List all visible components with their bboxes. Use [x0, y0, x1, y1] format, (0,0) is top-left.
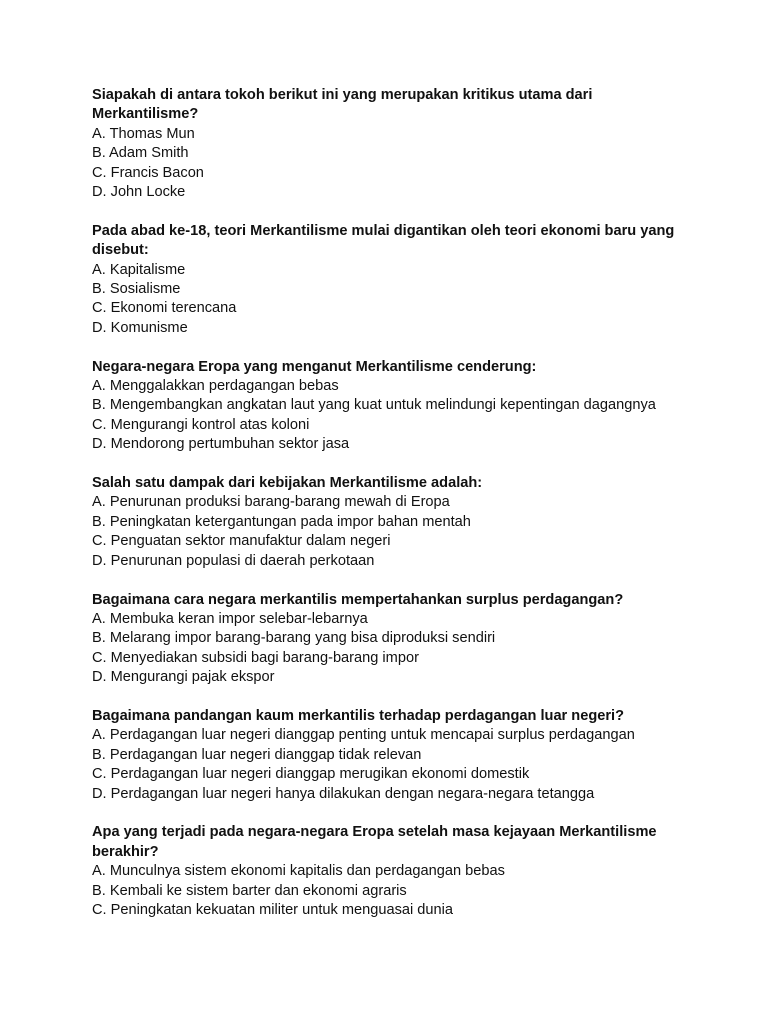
- question-text: Bagaimana cara negara merkantilis mempertahankan surplus perdagangan?: [92, 591, 624, 608]
- answer-option: C. Menyediakan subsidi bagi barang-barang impor: [92, 649, 419, 666]
- question-list: [92, 86, 692, 940]
- answer-option: C. Penguatan sektor manufaktur dalam negeri: [92, 533, 391, 550]
- answer-option: D. Mengurangi pajak ekspor: [92, 669, 275, 686]
- answer-option: A. Penurunan produksi barang-barang mewah di Eropa: [92, 494, 450, 511]
- answer-option: C. Francis Bacon: [92, 164, 204, 181]
- answer-option: D. Penurunan populasi di daerah perkotaan: [92, 552, 375, 569]
- question-text: Salah satu dampak dari kebijakan Merkantilisme adalah:: [92, 475, 483, 492]
- answer-option: B. Melarang impor barang-barang yang bisa diproduksi sendiri: [92, 630, 496, 647]
- answer-option: B. Perdagangan luar negeri dianggap tidak relevan: [92, 746, 422, 763]
- answer-option: B. Mengembangkan angkatan laut yang kuat untuk melindungi kepentingan dagangnya: [92, 397, 656, 414]
- answer-option: D. Komunisme: [92, 319, 188, 336]
- answer-options: [92, 493, 692, 571]
- answer-option: B. Kembali ke sistem barter dan ekonomi agraris: [92, 882, 407, 899]
- answer-option: A. Membuka keran impor selebar-lebarnya: [92, 610, 368, 627]
- answer-option: B. Adam Smith: [92, 145, 189, 162]
- answer-option: A. Menggalakkan perdagangan bebas: [92, 378, 339, 395]
- question-3: [92, 358, 692, 455]
- answer-option: D. John Locke: [92, 184, 186, 201]
- question-2: [92, 222, 692, 338]
- question-7: [92, 823, 692, 920]
- answer-option: A. Thomas Mun: [92, 125, 195, 142]
- question-text: Bagaimana pandangan kaum merkantilis terhadap perdagangan luar negeri?: [92, 707, 625, 724]
- answer-option: C. Ekonomi terencana: [92, 300, 237, 317]
- question-5: [92, 591, 692, 688]
- answer-option: D. Perdagangan luar negeri hanya dilakukan dengan negara-negara tetangga: [92, 785, 595, 802]
- question-text: Siapakah di antara tokoh berikut ini yang merupakan kritikus utama dari Merkantilisme?: [92, 87, 593, 123]
- question-text: Negara-negara Eropa yang menganut Merkantilisme cenderung:: [92, 358, 537, 375]
- question-4: [92, 474, 692, 571]
- answer-option: B. Peningkatan ketergantungan pada impor bahan mentah: [92, 513, 471, 530]
- answer-options: [92, 862, 692, 920]
- answer-options: [92, 610, 692, 688]
- question-6: [92, 707, 692, 804]
- answer-option: B. Sosialisme: [92, 281, 181, 298]
- question-text: Apa yang terjadi pada negara-negara Eropa setelah masa kejayaan Merkantilisme berakhir?: [92, 824, 657, 860]
- answer-option: C. Perdagangan luar negeri dianggap merugikan ekonomi domestik: [92, 766, 530, 783]
- answer-options: [92, 726, 692, 804]
- question-text: Pada abad ke-18, teori Merkantilisme mulai digantikan oleh teori ekonomi baru yang disebut:: [92, 222, 675, 259]
- answer-option: A. Munculnya sistem ekonomi kapitalis dan perdagangan bebas: [92, 863, 505, 880]
- answer-options: [92, 261, 692, 339]
- answer-options: [92, 125, 692, 203]
- answer-option: C. Mengurangi kontrol atas koloni: [92, 416, 310, 433]
- question-1: [92, 86, 692, 202]
- answer-option: D. Mendorong pertumbuhan sektor jasa: [92, 436, 350, 453]
- answer-option: A. Perdagangan luar negeri dianggap penting untuk mencapai surplus perdagangan: [92, 727, 635, 744]
- answer-option: C. Peningkatan kekuatan militer untuk menguasai dunia: [92, 901, 454, 918]
- answer-option: A. Kapitalisme: [92, 261, 186, 278]
- answer-options: [92, 377, 692, 455]
